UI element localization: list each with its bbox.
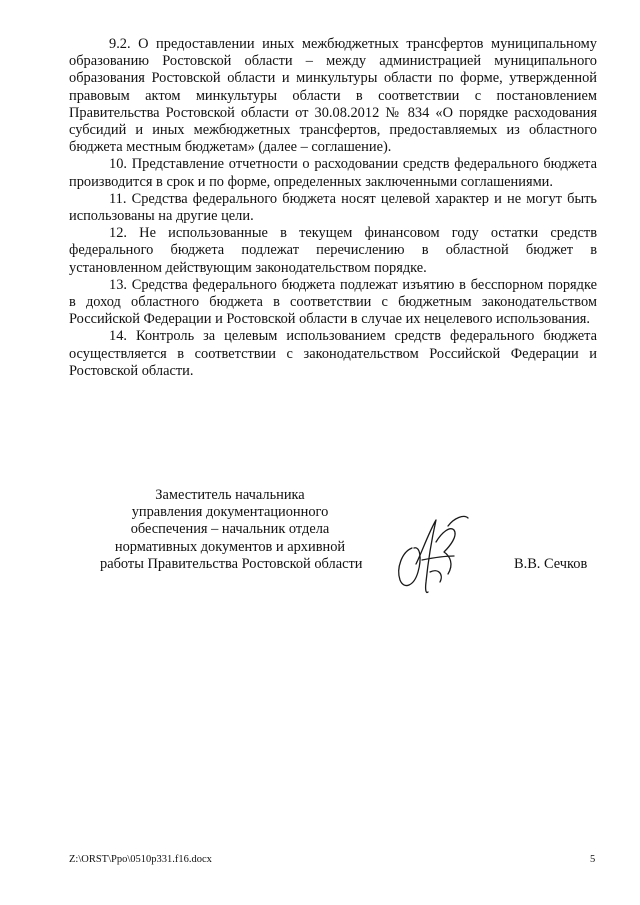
paragraph-13: 13. Средства федерального бюджета подлежат изъятию в бесспорном порядке в доход областного бюджета в соответствии с бюджетным законодательством Российской Федерации и Ростовской области в случае их нецелевого использования. bbox=[69, 276, 597, 328]
paragraph-12: 12. Не использованные в текущем финансовом году остатки средств федерального бюджета подлежат перечислению в областной бюджет в установленном действующим законодательством порядке. bbox=[69, 225, 597, 276]
document-body bbox=[69, 36, 597, 380]
signatory-title-line: нормативных документов и архивной bbox=[114, 538, 346, 555]
paragraph-14: 14. Контроль за целевым использованием средств федерального бюджета осуществляется в соответствии с законодательством Российской Федерации и Ростовской области. bbox=[69, 328, 597, 379]
paragraph-10: 10. Представление отчетности о расходовании средств федерального бюджета производится в срок и по форме, определенных заключенными соглашениями. bbox=[69, 156, 597, 190]
signer-name: В.В. Сечков bbox=[514, 556, 588, 572]
handwritten-signature bbox=[392, 512, 472, 596]
signatory-title-line: обеспечения – начальник отдела bbox=[130, 521, 330, 538]
page-number: 5 bbox=[590, 854, 596, 865]
signatory-title-line: Заместитель начальника bbox=[155, 487, 305, 503]
signatory-title-line: управления документационного bbox=[131, 504, 329, 521]
paragraph-9-2: 9.2. О предоставлении иных межбюджетных трансфертов муниципальному образованию Ростовской области – между администрацией муниципального образования Ростовской области и минкультуры области по форме, утвержденной правовым актом минкультуры области в соответствии с постановлением Правительства Ростовской области от 30.08.2012 № 834 «О порядке расходования субсидий и иных межбюджетных трансфертов, предоставляемых из областного бюджета местным бюджетам» (далее – соглашение). bbox=[69, 36, 597, 156]
signatory-title bbox=[100, 487, 363, 573]
footer-file-path: Z:\ORST\Ppo\0510p331.f16.docx bbox=[69, 854, 212, 865]
signatory-title-line: работы Правительства Ростовской области bbox=[100, 555, 363, 572]
paragraph-11: 11. Средства федерального бюджета носят целевой характер и не могут быть использованы на другие цели. bbox=[69, 190, 597, 225]
